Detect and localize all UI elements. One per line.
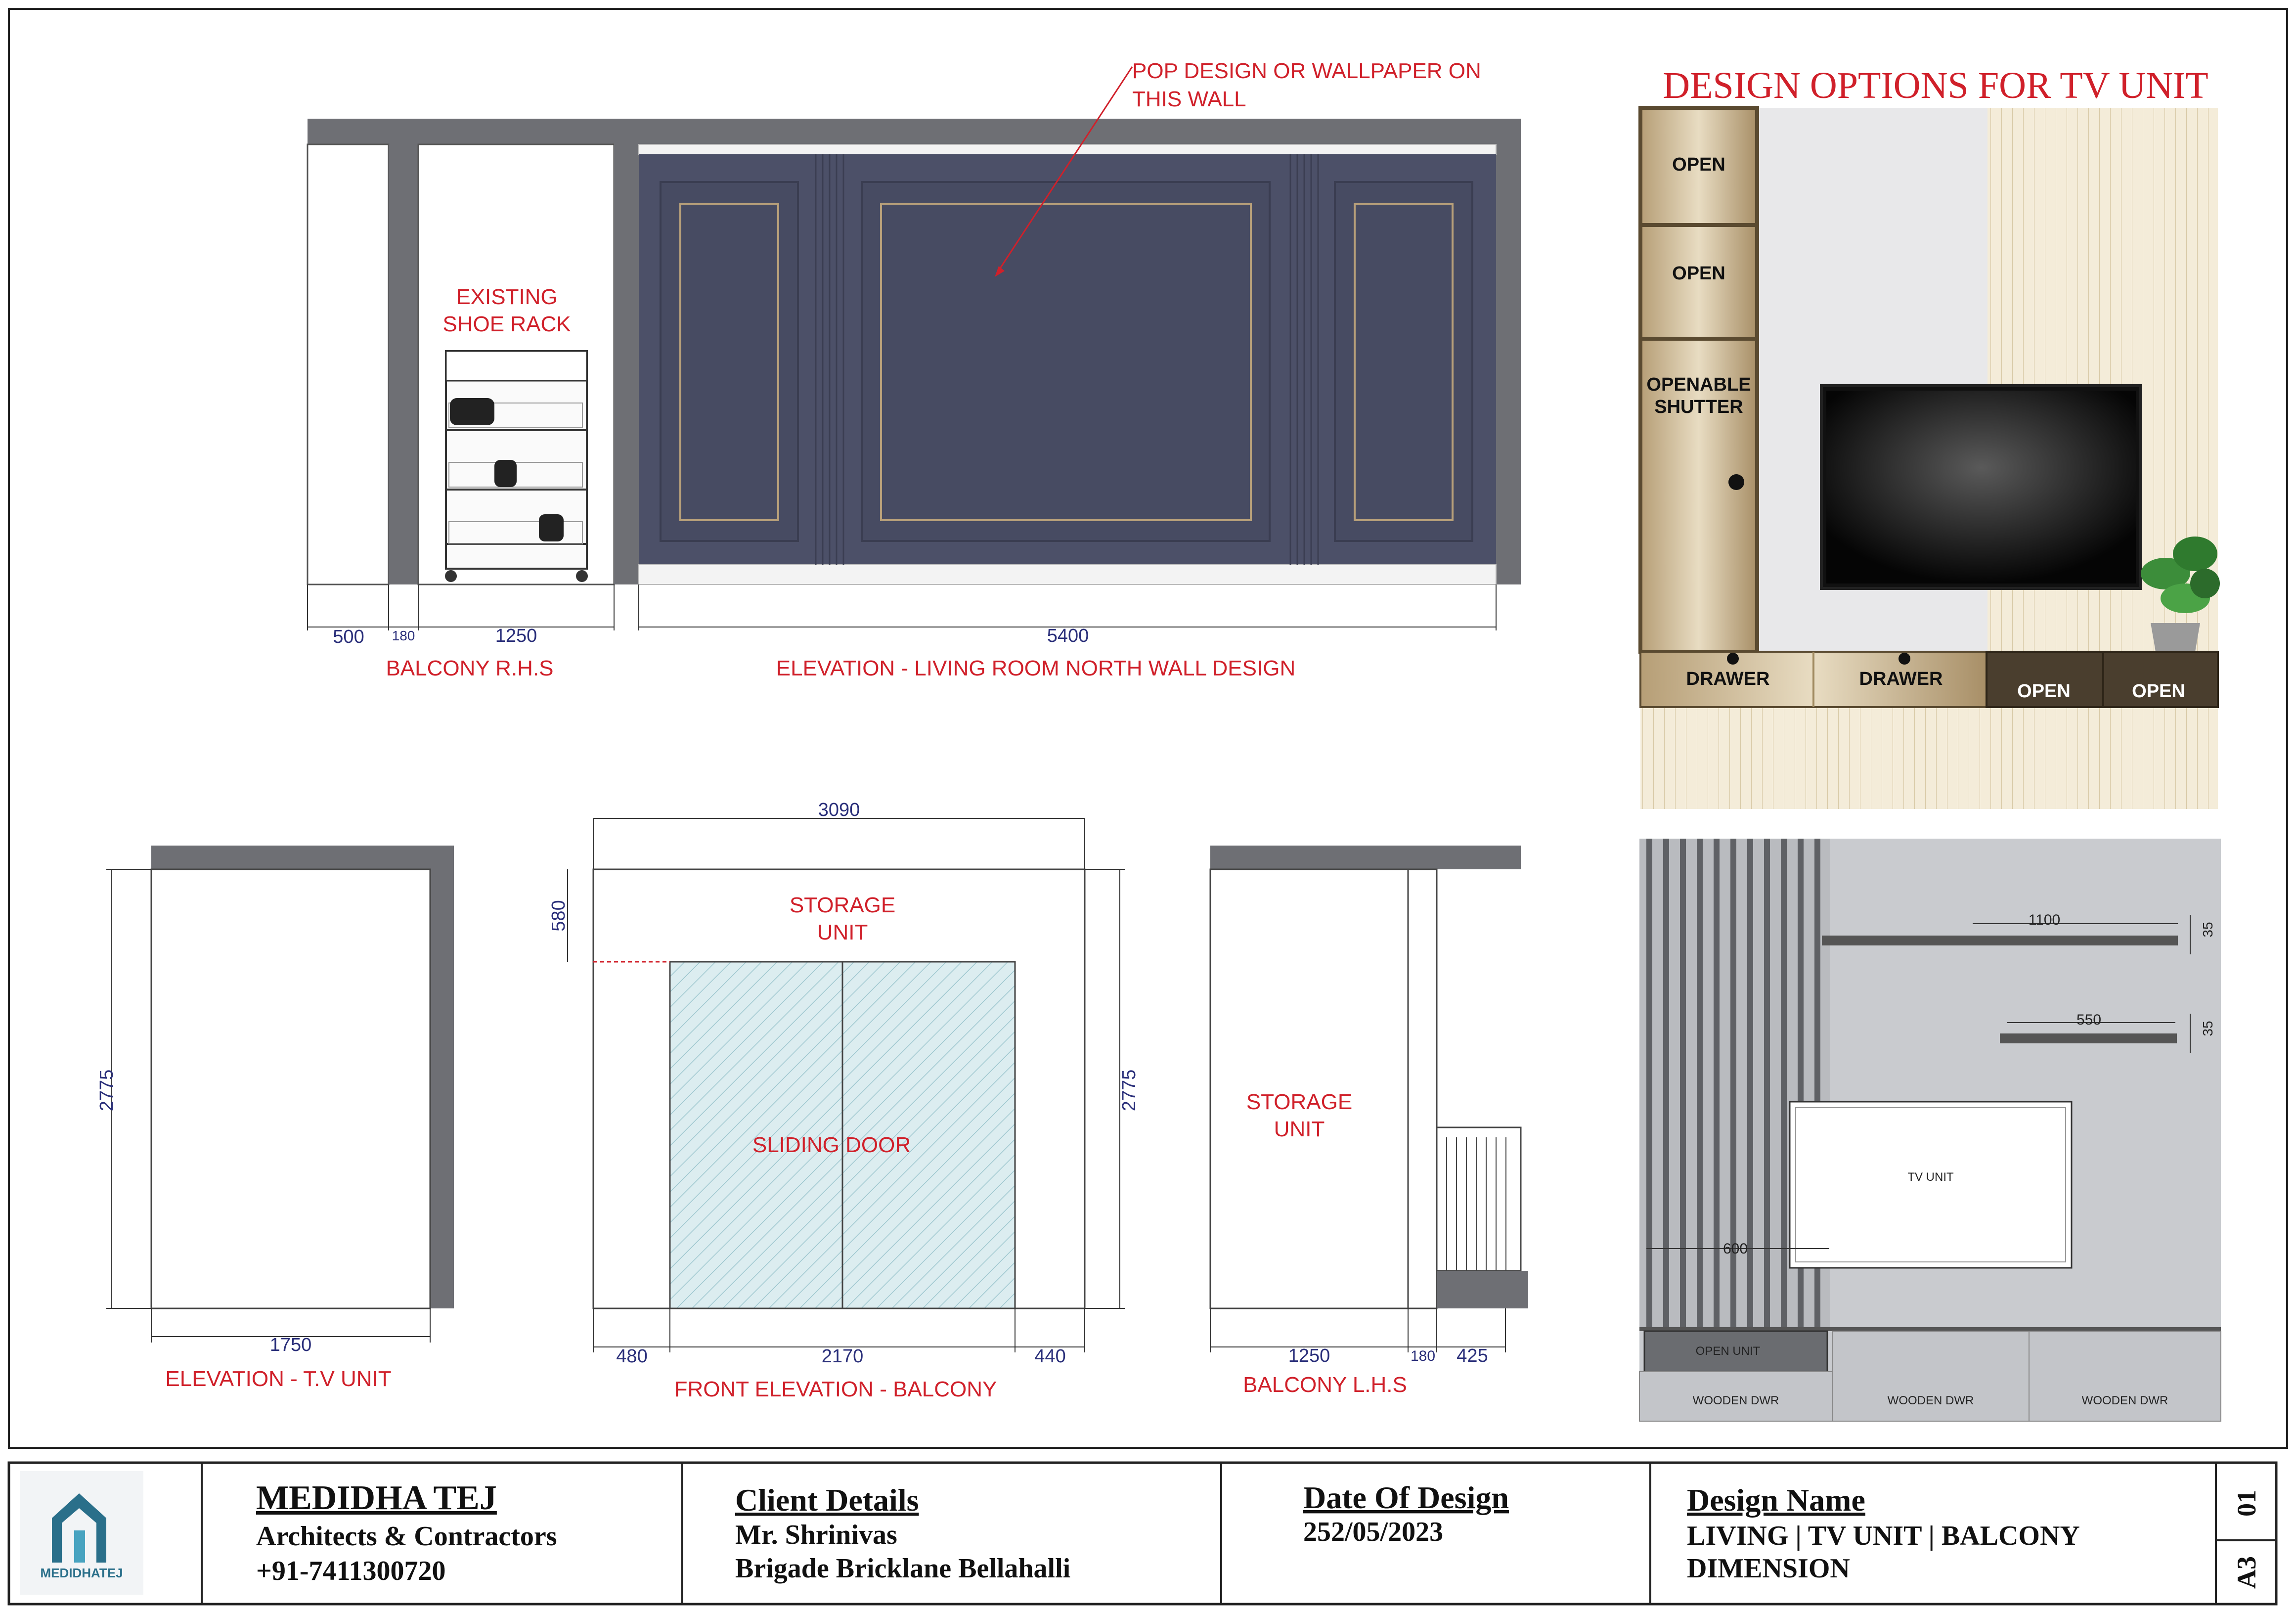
storage-label-1: STORAGE [789, 893, 896, 917]
title-living-north: ELEVATION - LIVING ROOM NORTH WALL DESIGN [776, 656, 1296, 680]
render-open-3: OPEN [2017, 681, 2071, 702]
title-block [9, 1463, 2276, 1604]
company-phone: +91-7411300720 [256, 1556, 446, 1586]
dim-550: 550 [2076, 1012, 2102, 1028]
sheet-size: A3 [2232, 1556, 2261, 1589]
design-line-2: DIMENSION [1687, 1553, 1850, 1584]
storage-lhs-label-1: STORAGE [1246, 1090, 1353, 1114]
balcony-lhs-elevation [1210, 846, 1528, 1397]
dim-440: 440 [1034, 1346, 1066, 1367]
dim-2775-left: 2775 [96, 1069, 117, 1112]
plan-wooden-drawer-2: WOODEN DWR [1887, 1394, 1974, 1407]
company-name: MEDIDHA TEJ [256, 1479, 497, 1517]
dim-1100: 1100 [2028, 912, 2061, 928]
render-openable-1: OPENABLE [1646, 374, 1751, 395]
company-logo [20, 1471, 143, 1595]
title-front-balcony: FRONT ELEVATION - BALCONY [674, 1377, 997, 1401]
render-drawer-2: DRAWER [1859, 669, 1943, 689]
shoe-rack-label-1: EXISTING [456, 285, 558, 309]
plan-wooden-drawer-1: WOODEN DWR [1692, 1394, 1779, 1407]
front-elevation-balcony [548, 800, 1140, 1401]
dim-500: 500 [333, 627, 364, 647]
dim-425: 425 [1457, 1345, 1488, 1366]
dim-480: 480 [616, 1346, 648, 1367]
balcony-rhs-elevation [308, 119, 614, 680]
client-heading: Client Details [735, 1482, 919, 1518]
dim-35-bottom: 35 [2200, 1021, 2215, 1036]
plan-open-unit: OPEN UNIT [1695, 1344, 1761, 1358]
render-drawer-1: DRAWER [1686, 669, 1770, 689]
dim-600: 600 [1722, 1241, 1748, 1257]
pop-note-line-1: POP DESIGN OR WALLPAPER ON [1132, 59, 1481, 83]
dim-180: 180 [392, 628, 415, 643]
client-address: Brigade Bricklane Bellahalli [735, 1553, 1071, 1584]
tv-unit-render [1640, 108, 2220, 809]
render-open-2: OPEN [1672, 263, 1725, 284]
plan-tv-unit: TV UNIT [1907, 1170, 1954, 1184]
dim-2170: 2170 [821, 1346, 864, 1367]
title-balcony-rhs: BALCONY R.H.S [386, 656, 554, 680]
dim-1750: 1750 [269, 1335, 312, 1355]
tv-unit-dimension-sketch [1639, 839, 2221, 1421]
render-openable-2: SHUTTER [1654, 397, 1743, 417]
client-name: Mr. Shrinivas [735, 1520, 897, 1550]
dim-5400: 5400 [1047, 626, 1089, 646]
shoe-rack-label-2: SHOE RACK [442, 312, 571, 336]
date-value: 252/05/2023 [1303, 1517, 1444, 1547]
dim-1250: 1250 [495, 626, 537, 646]
living-room-north-wall [614, 59, 1521, 680]
design-line-1: LIVING | TV UNIT | BALCONY [1687, 1521, 2080, 1551]
pop-note-line-2: THIS WALL [1132, 87, 1246, 111]
date-heading: Date Of Design [1303, 1480, 1509, 1515]
elevation-tv-unit [96, 846, 454, 1391]
render-open-4: OPEN [2132, 681, 2185, 702]
company-sub: Architects & Contractors [256, 1521, 557, 1552]
sheet-number: 01 [2232, 1490, 2261, 1517]
dim-3090: 3090 [818, 800, 860, 820]
storage-lhs-label-2: UNIT [1274, 1117, 1325, 1141]
title-tv-unit: ELEVATION - T.V UNIT [165, 1367, 392, 1391]
storage-label-2: UNIT [817, 920, 868, 944]
design-heading: Design Name [1687, 1482, 1865, 1518]
title-balcony-lhs: BALCONY L.H.S [1243, 1373, 1407, 1397]
dim-2775-right: 2775 [1119, 1069, 1140, 1112]
dim-180-lhs: 180 [1410, 1348, 1436, 1364]
render-open-1: OPEN [1672, 154, 1725, 175]
dim-1250-lhs: 1250 [1288, 1345, 1330, 1366]
plan-wooden-drawer-3: WOODEN DWR [2081, 1394, 2168, 1407]
shoe-rack [445, 351, 588, 582]
sliding-door-label: SLIDING DOOR [752, 1133, 911, 1157]
title-design-options: DESIGN OPTIONS FOR TV UNIT [1663, 65, 2208, 106]
logo-text: MEDIDHATEJ [40, 1566, 123, 1580]
dim-580: 580 [548, 900, 569, 932]
dim-35-top: 35 [2200, 922, 2215, 938]
